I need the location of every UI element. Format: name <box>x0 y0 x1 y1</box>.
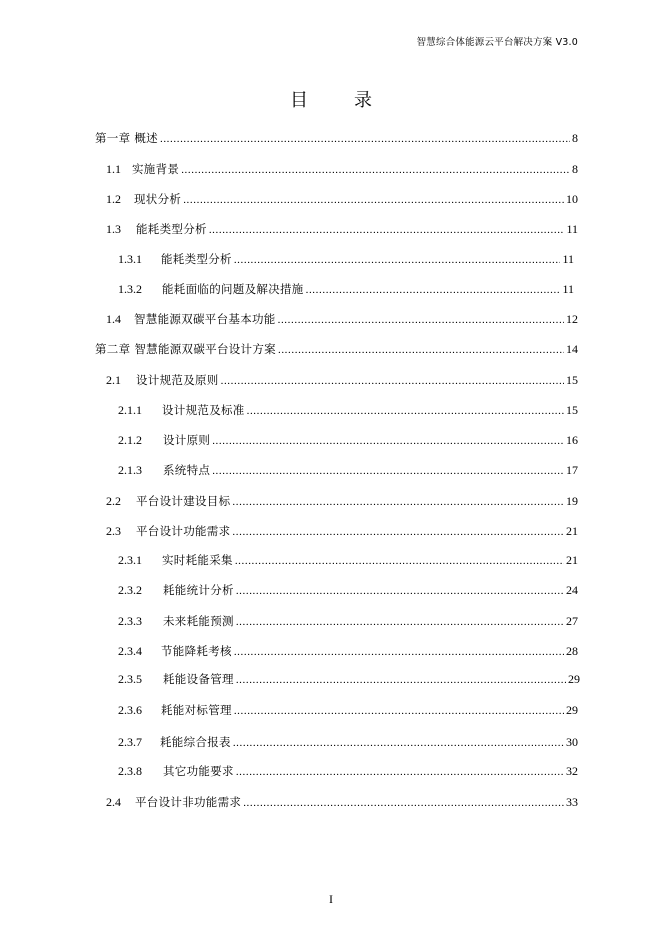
toc-entry-number: 1.3 <box>106 222 121 236</box>
toc-entry-page: 14 <box>566 342 578 356</box>
toc-entry-page: 8 <box>572 162 578 176</box>
toc-entry-label: 第二章 智慧能源双碳平台设计方案 <box>95 342 276 356</box>
toc-entry-number: 2.1 <box>106 373 121 387</box>
toc-entry-page: 21 <box>566 524 578 538</box>
toc-entry-page: 33 <box>566 795 578 809</box>
page-number: I <box>329 892 333 906</box>
toc-entry-label: 第一章 概述 <box>95 131 158 145</box>
dot-leader <box>243 795 564 811</box>
toc-entry-number: 2.2 <box>106 494 121 508</box>
toc-entry-2-3-5[interactable] <box>118 671 580 687</box>
toc-entry-label: 能耗类型分析 <box>161 252 232 266</box>
dot-leader <box>234 644 564 660</box>
dot-leader <box>278 312 564 328</box>
dot-leader <box>209 222 565 238</box>
toc-entry-1-3[interactable] <box>106 221 578 237</box>
toc-entry-page: 19 <box>566 494 578 508</box>
toc-entry-label: 系统特点 <box>163 463 211 477</box>
toc-entry-number: 1.3.2 <box>118 282 142 296</box>
dot-leader <box>233 735 564 751</box>
dot-leader <box>181 162 570 178</box>
toc-entry-label: 现状分析 <box>134 192 182 206</box>
toc-entry-page: 28 <box>566 644 578 658</box>
toc-entry-page: 17 <box>566 463 578 477</box>
dot-leader <box>234 252 561 268</box>
toc-entry-2-3-1[interactable] <box>118 552 578 568</box>
dot-leader <box>236 614 564 630</box>
dot-leader <box>306 282 561 298</box>
toc-entry-page: 32 <box>566 764 578 778</box>
toc-entry-label: 节能降耗考核 <box>161 644 232 658</box>
dot-leader <box>236 672 566 688</box>
toc-entry-page: 11 <box>562 252 574 266</box>
toc-entry-page: 11 <box>566 222 578 236</box>
toc-entry-2-3[interactable] <box>106 523 578 539</box>
toc-entry-page: 29 <box>566 703 578 717</box>
toc-entry-2-1-3[interactable] <box>118 462 578 478</box>
toc-entry-label: 平台设计功能需求 <box>136 524 231 538</box>
toc-entry-number: 2.1.2 <box>118 433 142 447</box>
toc-entry-page: 12 <box>566 312 578 326</box>
toc-entry-1-1[interactable] <box>106 161 578 177</box>
toc-entry-label: 能耗类型分析 <box>136 222 207 236</box>
toc-title: 目 录 <box>290 90 386 111</box>
dot-leader <box>236 764 564 780</box>
toc-entry-page: 10 <box>566 192 578 206</box>
toc-entry-2-1-1[interactable] <box>118 402 578 418</box>
toc-entry-label: 能耗面临的问题及解决措施 <box>162 282 304 296</box>
running-header: 智慧综合体能源云平台解决方案 V3.0 <box>416 37 578 48</box>
toc-entry-page: 29 <box>568 672 580 686</box>
toc-entry-number: 2.1.1 <box>118 403 142 417</box>
dot-leader <box>235 553 564 569</box>
toc-entry-number: 1.3.1 <box>118 252 142 266</box>
toc-entry-page: 16 <box>566 433 578 447</box>
toc-entry-page: 27 <box>566 614 578 628</box>
toc-entry-1-2[interactable] <box>106 191 578 207</box>
toc-entry-page: 8 <box>572 131 578 145</box>
toc-entry-2-1[interactable] <box>106 372 578 388</box>
toc-entry-2-3-6[interactable] <box>118 702 578 718</box>
dot-leader <box>160 131 570 147</box>
toc-entry-ch1[interactable] <box>95 130 578 146</box>
toc-entry-label: 实施背景 <box>132 162 180 176</box>
toc-entry-label: 未来耗能预测 <box>163 614 234 628</box>
dot-leader <box>234 703 564 719</box>
toc-entry-number: 2.3 <box>106 524 121 538</box>
toc-entry-page: 24 <box>566 583 578 597</box>
dot-leader <box>278 342 564 358</box>
toc-entry-number: 2.3.1 <box>118 553 142 567</box>
dot-leader <box>183 192 564 208</box>
toc-entry-label: 平台设计非功能需求 <box>135 795 242 809</box>
toc-entry-label: 实时耗能采集 <box>162 553 233 567</box>
toc-entry-ch2[interactable] <box>95 341 578 357</box>
dot-leader <box>212 463 564 479</box>
toc-entry-1-3-2[interactable] <box>118 281 574 297</box>
toc-entry-number: 2.3.6 <box>118 703 142 717</box>
toc-entry-label: 耗能统计分析 <box>163 583 234 597</box>
toc-entry-label: 耗能综合报表 <box>160 735 231 749</box>
toc-entry-number: 2.3.8 <box>118 764 142 778</box>
dot-leader <box>247 403 564 419</box>
toc-entry-page: 30 <box>566 735 578 749</box>
toc-entry-1-3-1[interactable] <box>118 251 574 267</box>
toc-entry-2-3-4[interactable] <box>118 643 578 659</box>
toc-entry-page: 21 <box>566 553 578 567</box>
toc-entry-label: 其它功能要求 <box>163 764 234 778</box>
toc-entry-number: 2.3.5 <box>118 672 142 686</box>
toc-entry-label: 耗能设备管理 <box>163 672 234 686</box>
toc-entry-label: 耗能对标管理 <box>161 703 232 717</box>
toc-entry-page: 11 <box>562 282 574 296</box>
toc-entry-2-2[interactable] <box>106 493 578 509</box>
toc-entry-number: 2.1.3 <box>118 463 142 477</box>
toc-entry-label: 平台设计建设目标 <box>136 494 231 508</box>
toc-entry-page: 15 <box>566 373 578 387</box>
dot-leader <box>212 433 564 449</box>
toc-entry-number: 2.3.2 <box>118 583 142 597</box>
toc-entry-2-4[interactable] <box>106 794 578 810</box>
dot-leader <box>232 524 564 540</box>
toc-entry-number: 1.1 <box>106 162 121 176</box>
toc-entry-number: 2.3.7 <box>118 735 142 749</box>
dot-leader <box>232 494 564 510</box>
toc-entry-number: 2.3.3 <box>118 614 142 628</box>
toc-entry-2-3-3[interactable] <box>118 613 578 629</box>
toc-entry-2-1-2[interactable] <box>118 432 578 448</box>
toc-entry-2-3-2[interactable] <box>118 582 578 598</box>
toc-entry-label: 设计原则 <box>163 433 211 447</box>
dot-leader <box>236 583 564 599</box>
toc-entry-1-4[interactable] <box>106 311 578 327</box>
dot-leader <box>221 373 564 389</box>
toc-entry-2-3-8[interactable] <box>118 763 578 779</box>
toc-entry-label: 设计规范及原则 <box>136 373 219 387</box>
toc-entry-page: 15 <box>566 403 578 417</box>
toc-entry-number: 1.2 <box>106 192 121 206</box>
toc-entry-label: 智慧能源双碳平台基本功能 <box>134 312 276 326</box>
toc-entry-number: 2.4 <box>106 795 121 809</box>
toc-entry-number: 1.4 <box>106 312 121 326</box>
toc-entry-number: 2.3.4 <box>118 644 142 658</box>
toc-entry-2-3-7[interactable] <box>118 734 578 750</box>
toc-entry-label: 设计规范及标准 <box>162 403 245 417</box>
